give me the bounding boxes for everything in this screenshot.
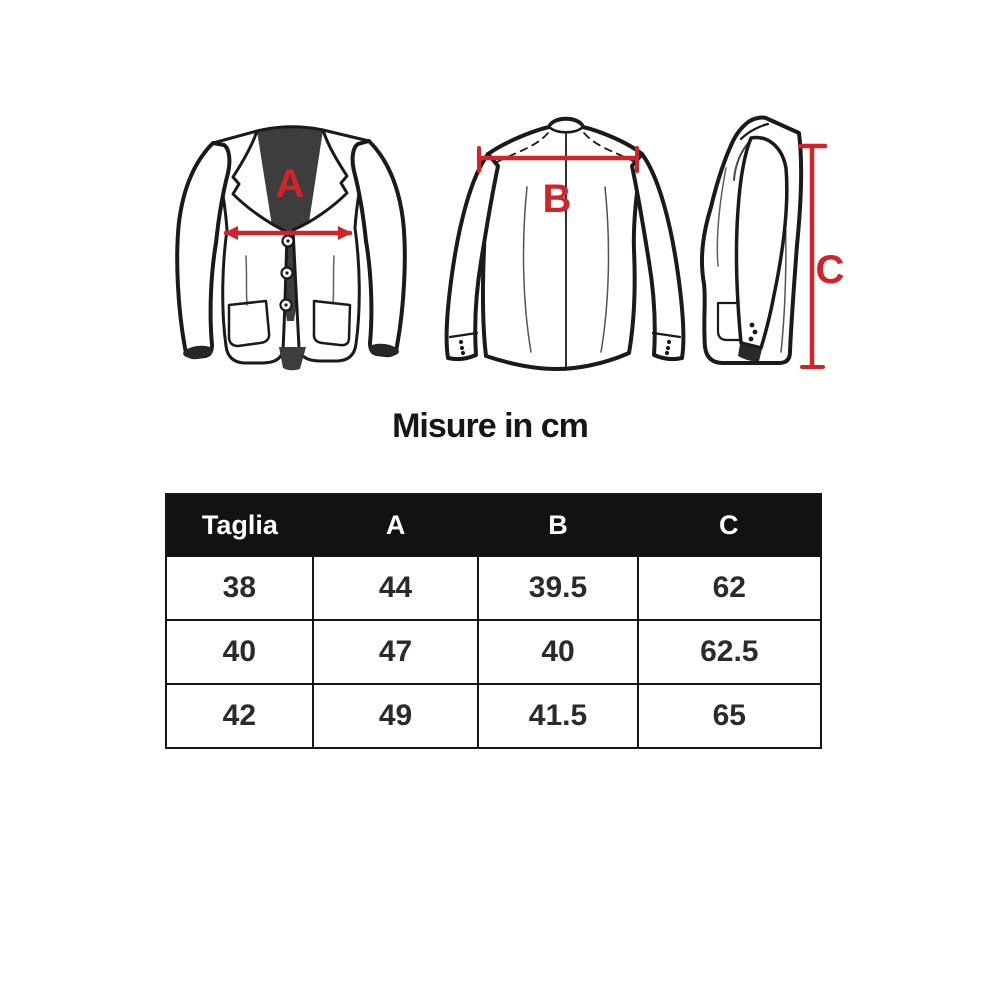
back-right-sleeve [632,154,683,359]
button-hole [284,303,287,306]
col-header-a: A [313,494,479,556]
front-right-pocket [314,301,350,345]
cell-a: 49 [313,684,479,748]
table-row [166,556,821,620]
cuff-button [461,351,465,355]
col-header-taglia: Taglia [166,494,313,556]
cell-a: 44 [313,556,479,620]
table-row [166,684,821,748]
jacket-front-view [177,127,405,371]
button-hole [285,271,288,274]
cuff-button [753,330,758,335]
jacket-back-view [447,119,684,369]
front-left-pocket [229,301,269,346]
measurement-label-a: A [275,162,305,206]
cell-c: 65 [638,684,821,748]
cuff-button [665,351,669,355]
cell-a: 47 [313,620,479,684]
cuff-button [667,340,671,344]
col-header-b: B [478,494,637,556]
cell-b: 39.5 [478,556,637,620]
cell-c: 62.5 [638,620,821,684]
cuff-button [459,340,463,344]
page-title: Misure in cm [392,407,588,445]
cell-size: 42 [166,684,313,748]
measurement-arrow-c [800,146,844,367]
button-hole [286,239,289,242]
back-collar [549,120,583,133]
col-header-c: C [638,494,821,556]
front-hem-dark-notch [279,347,306,370]
measurement-label-c: C [815,248,845,292]
cell-b: 41.5 [478,684,637,748]
cell-size: 40 [166,620,313,684]
cuff-button [460,346,464,350]
cell-size: 38 [166,556,313,620]
front-left-crease-line [246,256,247,305]
front-left-sleeve [177,143,229,357]
size-table [165,493,822,749]
table-row [166,620,821,684]
cuff-button [666,346,670,350]
jacket-side-view [702,118,844,367]
table-header-row [166,494,821,556]
cell-c: 62 [638,556,821,620]
cell-b: 40 [478,620,637,684]
front-right-sleeve [353,141,405,355]
cuff-button [749,337,754,342]
front-right-crease-line [333,256,334,304]
cuff-button [750,323,755,328]
measurement-label-b: B [542,177,572,221]
